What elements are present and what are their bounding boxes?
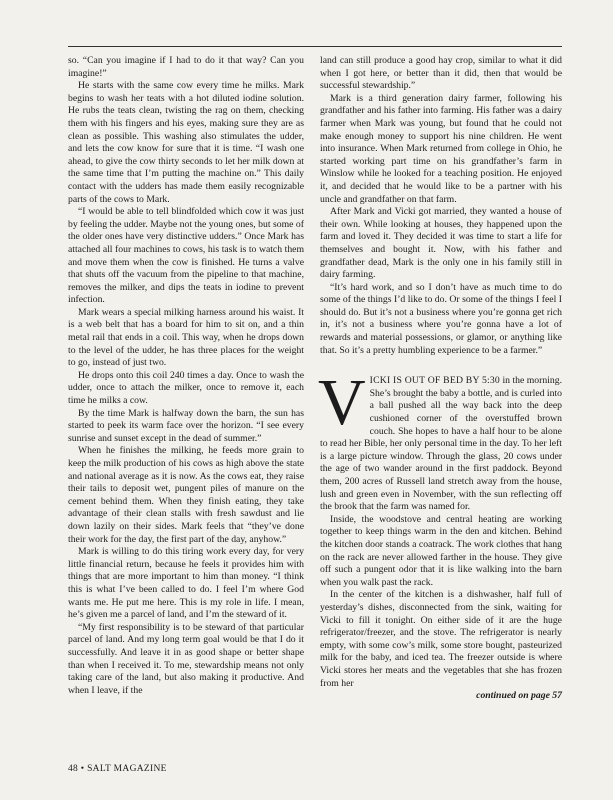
lead-caps: ICKI IS OUT OF BED BY 5:30 — [369, 375, 500, 387]
paragraph: Inside, the woodstove and central heating are working together to keep things warm in the den and kitchen. Behind the kitchen door stands a coatrack. The work clothes that hang on the rack are never allowed farther in the house. They give off such a pungent odor that it is like walking into the barn when you walk past the rack. — [320, 513, 562, 588]
lead-text: in the morning. She’s brought the baby a bottle, and is curled into a ball pushed all the way back into the deep cushioned corner of the overstuffed brown couch. She hopes to have a half hour to be alone to read her Bible, her only personal time in the day. To her left is a large picture window. Through the glass, 20 cows under the age of two wander around in the first paddock. Beyond them, 200 acres of Russell land stretch away from the house, lush and green even in November, with the sun reflecting off the brook that the farm was named for. — [320, 375, 562, 513]
paragraph: Mark is a third generation dairy farmer, following his grandfather and his father into farming. His father was a dairy farmer when Mark was young, but found that he could not make enough money to support his nine children. He went into insurance. When Mark returned from college in Ohio, he started working part time on his grandfather’s farm in Winslow while he looked for a teaching position. He enjoyed it, and decided that he would like to be a partner with his uncle and grandfather on that farm. — [320, 92, 562, 205]
continued-note: continued on page 57 — [476, 690, 562, 702]
paragraph: By the time Mark is halfway down the barn, the sun has started to peek its warm face over the horizon. “I see every sunrise and sunset except in the dead of summer.” — [68, 407, 304, 444]
paragraph: “My first responsibility is to be steward of that particular parcel of land. And my long term goal would be that I do it successfully. And leave it in as good shape or better shape than when I received it. To me, stewardship means not only taking care of the land, but also making it productive. And when I leave, if the — [68, 621, 304, 696]
paragraph: so. “Can you imagine if I had to do it that way? Can you imagine!” — [68, 55, 304, 79]
section-lead-paragraph — [318, 366, 562, 514]
paragraph: He drops onto this coil 240 times a day. Once to wash the udder, once to attach the milker, once to remove it, each time he milks a cow. — [68, 369, 304, 407]
left-column — [68, 55, 304, 697]
paragraph: land can still produce a good hay crop, similar to what it did when I got here, or better than it did, then that would be successful stewardship.” — [320, 55, 562, 92]
page-footer: 48 • SALT MAGAZINE — [68, 764, 167, 774]
paragraph: “It’s hard work, and so I don’t have as much time to do some of the things I’d like to do. Or some of the things I feel I should do. But it’s not a business where you’re gonna get rich in, it’s not a business where you’re gonna have a lot of rewards and material possessions, or glamor, or anything like that. So it’s a pretty humbling experience to be a farmer.” — [320, 281, 562, 356]
right-column — [320, 55, 562, 703]
drop-cap: V — [318, 366, 366, 440]
paragraph: He starts with the same cow every time he milks. Mark begins to wash her teats with a hot diluted iodine solution. He rubs the teats clean, twisting the rag on them, checking them with his fingers and his eyes, making sure they are as clean as possible. This washing also stimulates the udder, and lets the cow know for sure that it is time. “I wash one ahead, to give the cow thirty seconds to let her milk down at the same time that I’m putting the machine on.” This daily contact with the udders has made them easily recognizable parts of the cows to Mark. — [68, 80, 304, 205]
paragraph: “I would be able to tell blindfolded which cow it was just by feeling the udder. Maybe not the young ones, but some of the older ones have very distinctive udders.” Once Mark has attached all four machines to cows, his task is to watch them and move them when the cow is finished. He turns a valve that shuts off the vacuum from the pipeline to that machine, removes the milker, and dips the teats in iodine to prevent infection. — [68, 206, 304, 306]
paragraph: Mark is willing to do this tiring work every day, for very little financial return, because he feels it provides him with things that are more important to him than money. “I think this is what I’ve been called to do. I feel I’m where God wants me. He put me here. This is my role in life. I mean, he’s given me a parcel of land, and I’m the steward of it. — [68, 546, 304, 621]
paragraph: In the center of the kitchen is a dishwasher, half full of yesterday’s dishes, disconnected from the sink, waiting for Vicki to fill it tonight. On either side of it are the huge refrigerator/freezer, and the stove. The refrigerator is nearly empty, with some cow’s milk, some store bought, pasteurized milk for the baby, and iced tea. The freezer outside is where Vicki stores her meats and the vegetables that she has frozen from her — [320, 589, 562, 689]
top-rule — [68, 46, 562, 47]
paragraph: Mark wears a special milking harness around his waist. It is a web belt that has a board for him to sit on, and a thin metal rail that ends in a coil. This way, when he drops down to the level of the udder, he has three places for the weight to go, instead of just two. — [68, 306, 304, 369]
paragraph: When he finishes the milking, he feeds more grain to keep the milk production of his cows as high above the state and national average as it is now. As the cows eat, they raise their tails to deposit wet, pungent piles of manure on the cement behind them. When they finish eating, they take advantage of their clean stalls with fresh sawdust and lie down lazily on their sides. Mark feels that “they’ve done their work for the day, the first part of the day, anyhow.” — [68, 445, 304, 545]
paragraph: After Mark and Vicki got married, they wanted a house of their own. While looking at houses, they happened upon the farm and loved it. They decided it was time to start a life for themselves and bought it. Now, with his father and grandfather dead, Mark is the only one in his family still in dairy farming. — [320, 206, 562, 281]
